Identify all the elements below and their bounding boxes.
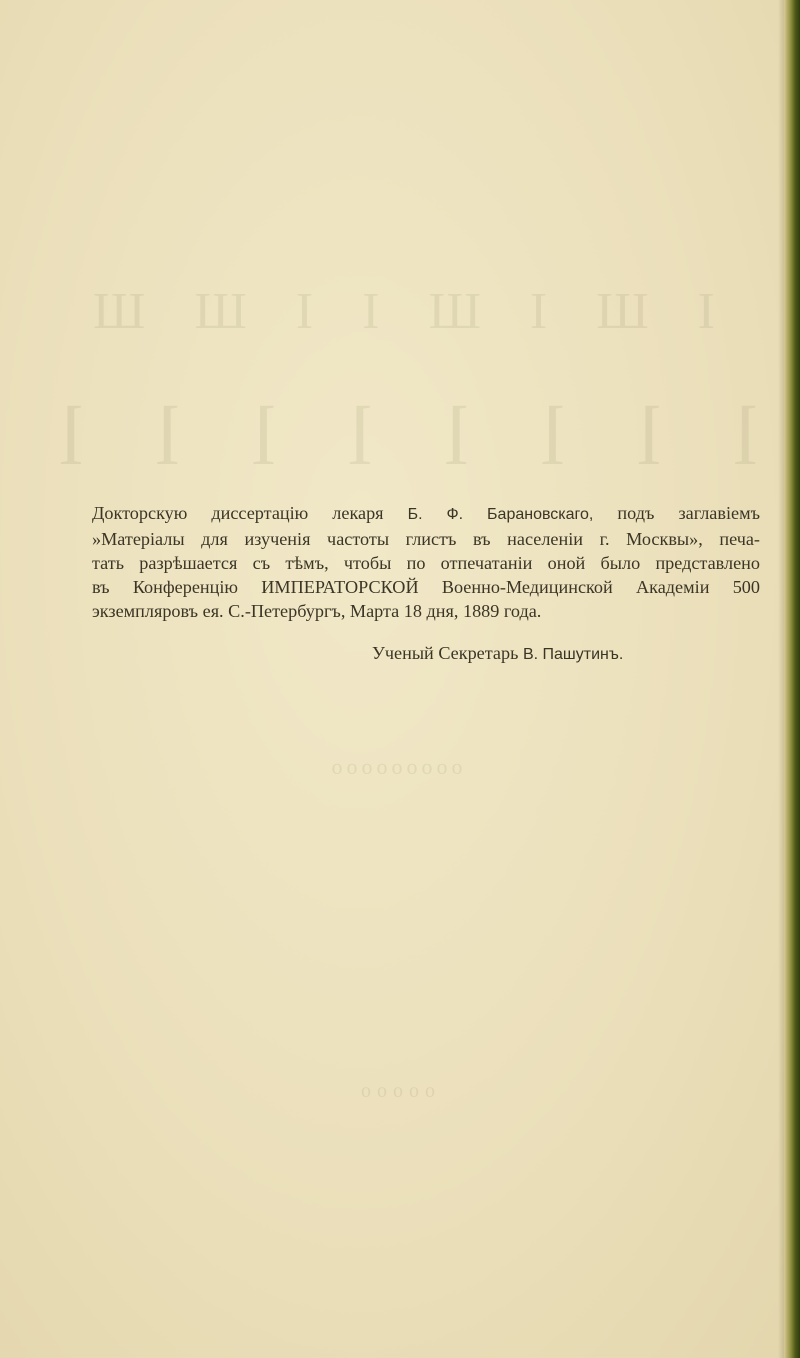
imprimatur-line-3: тать разрѣшается съ тѣмъ, чтобы по отпечатаніи оной было представлено <box>92 553 760 573</box>
imprimatur-paragraph <box>92 501 760 623</box>
secretary-name: В. Пашутинъ. <box>522 646 624 663</box>
bleed-through-text: Ӏ Ш І Ш Ӏ Ӏ Ш Ш <box>74 283 716 340</box>
imprimatur-text: подъ заглавіемъ <box>593 503 761 523</box>
secretary-signature <box>372 641 623 667</box>
imprimatur-line-5: экземпляровъ ея. С.-Петербургъ, Марта 18 дня, 1889 года. <box>92 601 542 621</box>
bleed-through-text: ӏ ӏ ӏ ӏ ӏ ӏ ӏ ӏ <box>33 390 757 483</box>
author-name: Б. Ф. Барановскаго, <box>407 506 594 523</box>
imprimatur-line-2: »Матеріалы для изученія частоты глистъ въ населеніи г. Москвы», печа- <box>92 529 760 549</box>
bleed-through-text: ооооо <box>355 1080 435 1102</box>
book-spine <box>784 0 800 1358</box>
bleed-through-text: ооооооооо <box>327 754 463 779</box>
imprimatur-line-1 <box>92 501 760 527</box>
secretary-title: Ученый Секретарь <box>372 643 523 663</box>
imprimatur-text: Докторскую диссертацію лекаря <box>92 503 408 523</box>
imprimatur-line-4: въ Конференцію ИМПЕРАТОРСКОЙ Военно-Медицинской Академіи 500 <box>92 577 760 597</box>
